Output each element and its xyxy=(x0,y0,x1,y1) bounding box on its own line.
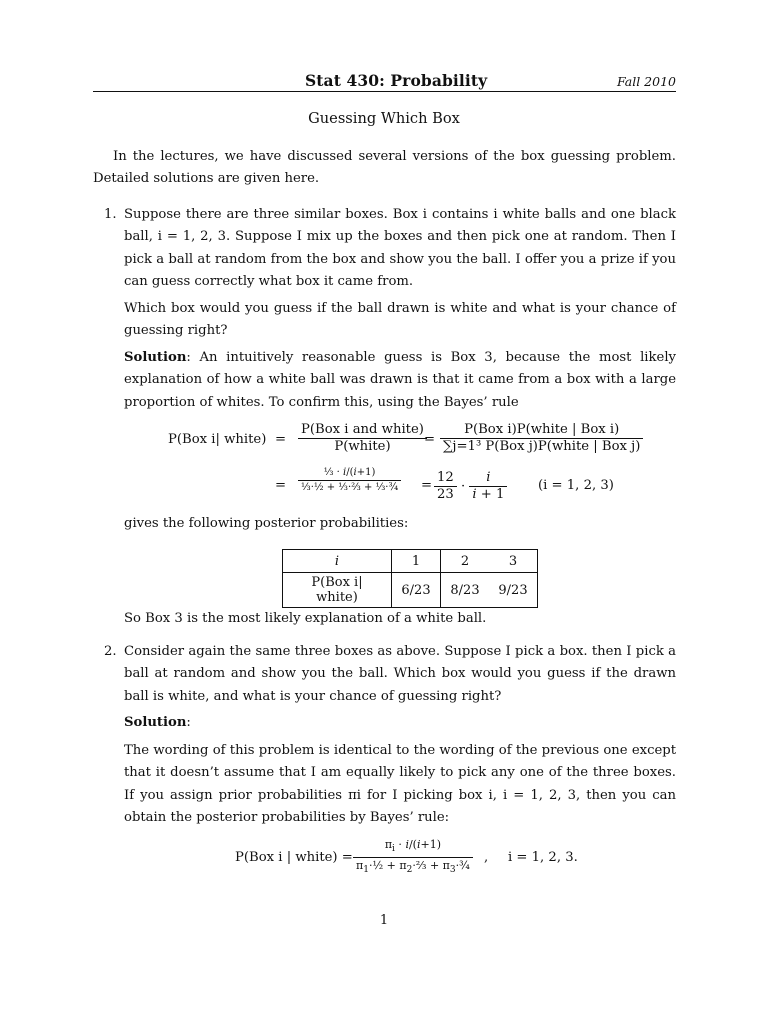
table-value-3: 9/23 xyxy=(489,573,538,608)
header-rule xyxy=(93,91,676,92)
table-col-1: 1 xyxy=(392,550,441,573)
eq1-equals-2: = xyxy=(424,432,436,447)
table-row xyxy=(283,550,538,573)
eq1-num1: P(Box i and white) xyxy=(298,422,427,439)
problem-1-solution xyxy=(124,347,676,414)
problem-2-solution-heading xyxy=(124,712,676,734)
problem-2-body: The wording of this problem is identical to the wording of the previous one except that it doesn’t assume that I am equally likely to pick any one of the three boxes. If you assign prior probabilities πi for I picking box i, i = 1, 2, 3, then you can obtain the posterior probabilities by Bayes’ rule: xyxy=(124,743,676,826)
solution-colon: : xyxy=(186,715,191,730)
eq1-lhs: P(Box i| white) xyxy=(168,432,267,447)
eq1-equals-3: = xyxy=(275,478,287,493)
table-row xyxy=(283,573,538,608)
eq2-range: i = 1, 2, 3. xyxy=(508,850,578,865)
eq1-range: (i = 1, 2, 3) xyxy=(538,478,614,493)
problem-2-number: 2. xyxy=(104,644,117,659)
eq1-den1: P(white) xyxy=(334,439,391,454)
page-number: 1 xyxy=(379,913,389,928)
problem-2-statement: Consider again the same three boxes as above. Suppose I pick a box. then I pick a ball at random and show you the ball. Which box would you guess if the drawn ball is white, and what is your chance of guessing right? xyxy=(124,644,676,704)
eq1-den2: ∑j=1³ P(Box j)P(white | Box j) xyxy=(443,439,641,454)
problem-1-number: 1. xyxy=(104,207,117,222)
table-col-3: 3 xyxy=(489,550,538,573)
table-row-label: P(Box i| white) xyxy=(283,573,392,608)
table-value-1: 6/23 xyxy=(392,573,441,608)
solution-text: : An intuitively reasonable guess is Box 3, because the most likely explanation of how a white ball was drawn is that it came from a box with a large proportion of whites. To confirm this, using the Bayes’ rule xyxy=(124,350,676,410)
posterior-table xyxy=(282,549,538,608)
eq1-fraction-3: $\frac{\text{⅓ · i/(i+1)}}{\text{⅓·½ + ⅓·⅔ + ⅓·¾}}$ xyxy=(298,466,401,495)
table-value-2: 8/23 xyxy=(441,573,490,608)
eq2-comma: , xyxy=(484,850,489,865)
eq1-fraction-4: $\frac{12}{23}$ · $\frac{i}{i + 1}$ xyxy=(434,470,507,503)
solution-label: Solution xyxy=(124,350,187,365)
table-col-2: 2 xyxy=(441,550,490,573)
problem-1-statement: Suppose there are three similar boxes. Box i contains i white balls and one black ball, i = 1, 2, 3. Suppose I mix up the boxes and then pick one at random. Then I pick a ball at random from the box and show you the ball. I offer you a prize if you can guess correctly what box it came from. xyxy=(124,207,676,290)
eq2-fraction: $\frac{\pi_i \cdot i/(i+1)}{\pi_1\cdot\frac{1}{2} + \pi_2\cdot\frac{2}{3} + \pi_3\cdot\frac{3}{4}}$ xyxy=(353,837,473,878)
intro-paragraph: In the lectures, we have discussed several versions of the box guessing problem. Detailed solutions are given here. xyxy=(93,149,676,187)
eq1-fraction-1 xyxy=(298,422,427,455)
eq1-fraction-2 xyxy=(440,422,643,455)
eq1-equals-1: = xyxy=(275,432,287,447)
table-header-label: i xyxy=(283,550,392,573)
problem-1-question: Which box would you guess if the ball drawn is white and what is your chance of guessing right? xyxy=(124,301,676,339)
solution-label: Solution xyxy=(124,715,187,730)
eq1-equals-4: = xyxy=(421,478,433,493)
document-title: Guessing Which Box xyxy=(308,110,460,127)
eq2-lhs: P(Box i | white) = xyxy=(235,850,353,865)
eq1-num2: P(Box i)P(white | Box i) xyxy=(440,422,643,439)
problem-1-conclusion: So Box 3 is the most likely explanation of a white ball. xyxy=(124,611,487,626)
course-title: Stat 430: Probability xyxy=(305,71,488,90)
problem-1-after-eq: gives the following posterior probabilities: xyxy=(124,516,409,531)
term-label: Fall 2010 xyxy=(616,74,676,89)
